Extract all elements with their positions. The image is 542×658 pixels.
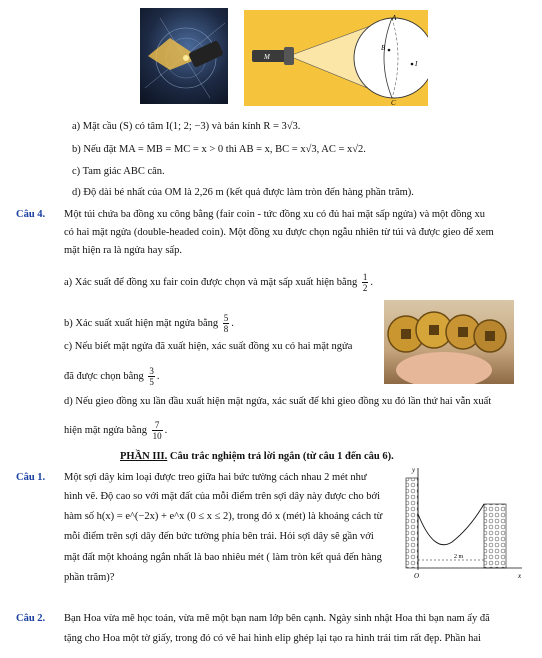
figure-y-label: y	[412, 466, 416, 474]
label-I: I	[415, 60, 418, 68]
q4-c-num: 3	[149, 366, 154, 376]
q4-d-text2: hiện mặt ngửa bằng	[64, 424, 147, 436]
q4-b-text: b) Xác suất xuất hiện mặt ngửa bằng	[64, 317, 219, 329]
item-3c: c) Tam giác ABC cân.	[72, 166, 165, 177]
section-3-prefix: PHẦN III.	[120, 451, 168, 462]
q4-c-line1: c) Nếu biết mặt ngửa đã xuất hiện, xác suất đồng xu có hai mặt ngửa	[64, 341, 353, 352]
q4-d-fraction	[152, 420, 163, 441]
q1-label: Câu 1.	[16, 472, 46, 483]
q2-label: Câu 2.	[16, 613, 46, 624]
q4-a-fraction	[362, 272, 369, 293]
item-3b: b) Nếu đặt MA = MB = MC = x > 0 thì AB = x, BC = x√3, AC = x√2.	[72, 144, 366, 155]
section-3-title: Câu trắc nghiệm trả lời ngắn (từ câu 1 đến câu 6).	[167, 451, 394, 462]
q4-item-a: a) Xác suất để đồng xu fair coin được chọn và mặt sấp xuất hiện bằng $\frac{1}{2}$ .	[64, 272, 373, 293]
laser-illustration	[140, 8, 228, 104]
q4-item-d: hiện mặt ngửa bằng $\frac{7}{10}$ .	[64, 420, 168, 441]
q1-line1: Một sợi dây kim loại được treo giữa hai bức tường cách nhau 2 mét như	[64, 472, 367, 483]
q4-c-fraction	[148, 366, 155, 387]
q4-item-b: b) Xác suất xuất hiện mặt ngửa bằng $\frac{5}{8}$ .	[64, 313, 234, 334]
q4-label: Câu 4.	[16, 209, 46, 220]
wire-figure	[404, 464, 528, 582]
q2-line1: Bạn Hoa vừa mê học toán, vừa mê một bạn nam lớp bên cạnh. Ngày sinh nhật Hoa thì bạn nam ấy đã	[64, 613, 490, 624]
q4-b-den: 8	[223, 324, 229, 334]
q4-d-num: 7	[152, 420, 163, 431]
q4-line1: Một túi chứa ba đồng xu công bằng (fair coin - tức đồng xu có đủ hai mặt sấp ngửa) và một đồng xu	[64, 209, 485, 220]
section-3-heading	[120, 450, 394, 464]
q4-a-den: 2	[362, 283, 368, 293]
q4-c-den: 5	[149, 377, 154, 387]
figure-origin-label: O	[414, 572, 420, 580]
q1-line5: mặt đất một khoảng ngắn nhất là bao nhiêu mét ( làm tròn kết quả đến hàng	[64, 552, 382, 563]
figure-dist-label: 2 m	[454, 554, 464, 560]
q1-line2: hình vẽ. Độ cao so với mặt đất của mỗi điểm trên sợi dây này được cho bởi	[64, 491, 380, 502]
q4-c-text2: đã được chọn bằng	[64, 370, 144, 382]
q4-b-num: 5	[223, 313, 229, 323]
figure-x-label: x	[518, 572, 522, 580]
q1-line4: mỗi điểm trên sợi dây đến bức tường phía bên trái. Hỏi sợi dây sẽ gần với	[64, 531, 374, 542]
q4-a-text: a) Xác suất để đồng xu fair coin được chọn và mặt sấp xuất hiện bằng	[64, 276, 358, 288]
q4-a-num: 1	[362, 272, 368, 282]
label-M: M	[264, 53, 270, 61]
q2-line2: tặng cho Hoa một tờ giấy, trong đó có vẽ hai hình elip ghép lại tạo ra hình trái tim rất đẹp. Phần hai	[64, 633, 481, 644]
q1-line6: phần trăm)?	[64, 572, 115, 583]
q4-line2: có hai mặt ngửa (double-headed coin). Một đồng xu được chọn ngẫu nhiên từ túi và được gieo để xem	[64, 227, 494, 238]
label-A: A	[392, 14, 397, 22]
q4-item-c: đã được chọn bằng $\frac{3}{5}$ .	[64, 366, 160, 387]
q4-d-den: 10	[152, 431, 162, 441]
q4-b-fraction	[223, 313, 230, 334]
label-C: C	[391, 99, 396, 106]
q4-line3: mặt hiện ra là ngửa hay sấp.	[64, 245, 182, 256]
item-3a: a) Mặt cầu (S) có tâm I(1; 2; −3) và bán kính R = 3√3.	[72, 121, 301, 132]
coins-photo	[384, 300, 514, 384]
q1-line3: hàm số h(x) = e^(−2x) + e^x (0 ≤ x ≤ 2), trong đó x (mét) là khoảng cách từ	[64, 511, 383, 522]
item-3d: d) Độ dài bé nhất của OM là 2,26 m (kết quả được làm tròn đến hàng phần trăm).	[72, 187, 414, 198]
sphere-cone-diagram	[244, 10, 428, 106]
label-B: B	[381, 44, 386, 52]
q4-d-line1: d) Nếu gieo đồng xu lần đầu xuất hiện mặt ngửa, xác suất để khi gieo đồng xu đó lần thứ hai vẫn xuất	[64, 396, 492, 407]
